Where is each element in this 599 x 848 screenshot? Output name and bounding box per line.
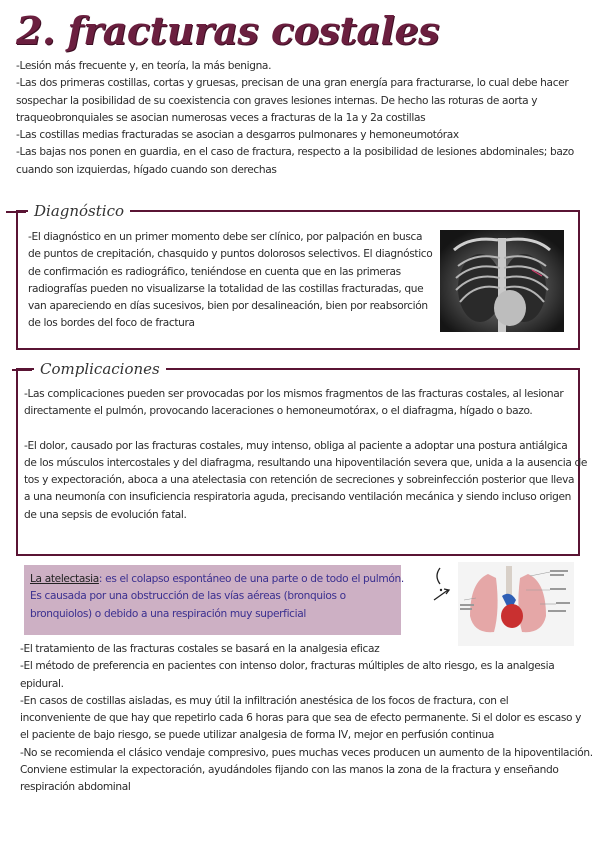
complicaciones-line: de los músculos intercostales y del diafragma, resultando una hipoventilación severa que, unida a la ausencia de [24, 456, 588, 469]
intro-line: traqueobronquiales se asocian numerosas veces a fracturas de la 1a y 2a costillas [16, 111, 426, 124]
tratamiento-line: inconveniente de que hay que repetirlo cada 6 horas para que sea de efecto permanente. Si el dolor es escaso y [20, 712, 582, 725]
diagnostico-line: radiografías pueden no visualizarse la totalidad de las costillas fracturadas, que [28, 282, 424, 295]
tratamiento-line: respiración abdominal [20, 781, 131, 794]
complicaciones-text [24, 386, 588, 524]
atelectasia-callout [24, 565, 404, 635]
diagnostico-line: de puntos de crepitación, chasquido y puntos dolorosos selectivos. El diagnóstico [28, 248, 433, 261]
complicaciones-box [16, 360, 588, 556]
page-title: 2. fracturas costales [16, 8, 440, 53]
intro-line: sospechar la posibilidad de su coexistencia con graves lesiones internas. De hecho las roturas de aorta y [16, 94, 538, 107]
intro-line: cuando son izquierdas, hígado cuando son derechas [16, 163, 277, 176]
diagnostico-line: -El diagnóstico en un primer momento debe ser clínico, por palpación en busca [28, 231, 423, 243]
tratamiento-line: el paciente de bajo riesgo, se puede utilizar analgesia de forma IV, mejor en perfusión continua [20, 729, 494, 742]
intro-line: -Las dos primeras costillas, cortas y gruesas, precisan de una gran energía para fracturarse, lo cual debe hacer [16, 77, 569, 90]
diagnostico-line: van apareciendo en días sucesivos, bien por desalineación, bien por reabsorción [28, 300, 428, 313]
tratamiento-line: -No se recomienda el clásico vendaje compresivo, pues muchas veces producen un aumento de la hipoventilación. [20, 746, 593, 759]
tratamiento-line: -En casos de costillas aisladas, es muy útil la infiltración anestésica de los focos de fractura, con el [20, 694, 509, 707]
complicaciones-line: -Las complicaciones pueden ser provocadas por los mismos fragmentos de las fracturas costales, al lesionar [24, 388, 564, 400]
diagnostico-line: de confirmación es radiográfico, teniéndose en cuenta que en las primeras [28, 265, 401, 278]
atelectasia-def-3: bronquiolos) o debido a una respiración muy superficial [30, 607, 306, 620]
chest-xray-image [440, 230, 564, 332]
intro-line: -Las bajas nos ponen en guardia, en el caso de fractura, respecto a la posibilidad de lesiones abdominales; bazo [16, 146, 574, 159]
atelectasia-def-1: : es el colapso espontáneo de una parte o de todo el pulmón. [98, 573, 404, 585]
complicaciones-line: directamente el pulmón, provocando laceraciones o hemoneumotórax, o el diafragma, hígado o bazo. [24, 405, 533, 418]
lung-diagram-image [430, 560, 575, 648]
atelectasia-def-2: Es causada por una obstrucción de las vías aéreas (bronquios o [30, 590, 346, 603]
tratamiento-text [20, 641, 593, 797]
complicaciones-line: a una neumonía con insuficiencia respiratoria aguda, precisando ventilación mecánica y siendo incluso origen [24, 491, 571, 504]
diagnostico-heading: Diagnóstico [28, 202, 130, 220]
complicaciones-line: de una sepsis de evolución fatal. [24, 508, 187, 521]
atelectasia-term: La atelectasia [30, 573, 99, 585]
tratamiento-line: -El tratamiento de las fracturas costales se basará en la analgesia eficaz [20, 643, 380, 655]
tratamiento-line: epidural. [20, 677, 64, 690]
intro-line: -Las costillas medias fracturadas se asocian a desgarros pulmonares y hemoneumotórax [16, 129, 459, 142]
intro-text [16, 58, 586, 179]
intro-line: -Lesión más frecuente y, en teoría, la más benigna. [16, 60, 272, 72]
diagnostico-text [28, 229, 433, 333]
tratamiento-line: -El método de preferencia en pacientes con intenso dolor, fracturas múltiples de alto riesgo, es la analgesia [20, 660, 555, 673]
diagnostico-box [16, 202, 580, 350]
complicaciones-heading: Complicaciones [34, 360, 166, 378]
diagnostico-line: de los bordes del foco de fractura [28, 317, 195, 330]
complicaciones-line: tos y expectoración, aboca a una atelectasia con retención de secreciones y sobreinfección posterior que lleva [24, 474, 575, 487]
complicaciones-line: -El dolor, causado por las fracturas costales, muy intenso, obliga al paciente a adoptar una postura antiálgica [24, 439, 568, 452]
tratamiento-line: Conviene estimular la expectoración, ayudándoles fijando con las manos la zona de la fractura y enseñando [20, 764, 559, 777]
